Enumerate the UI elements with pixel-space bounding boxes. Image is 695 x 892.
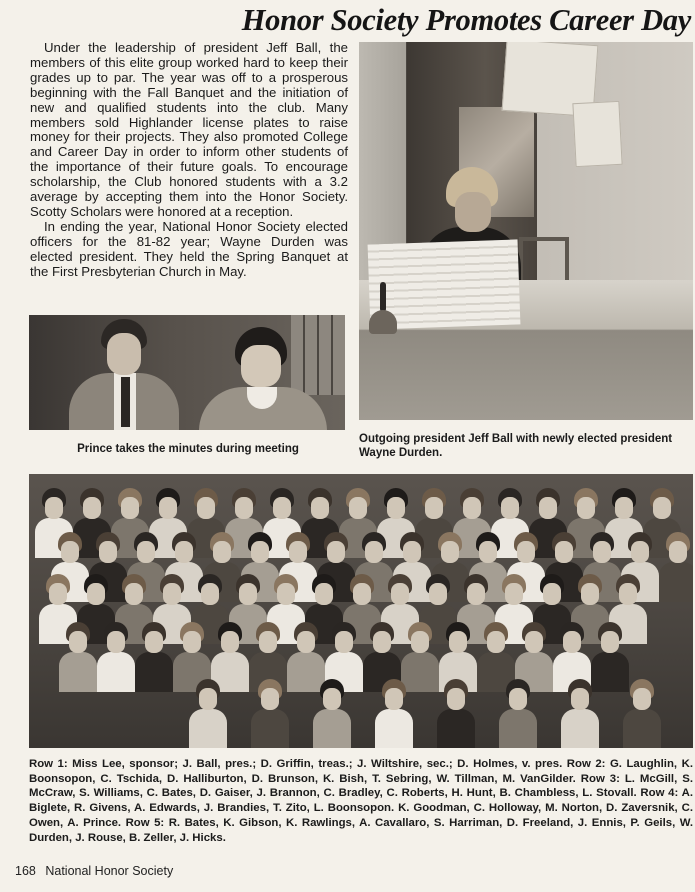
group-member-figure (313, 679, 351, 748)
young-man-portrait (107, 333, 141, 375)
group-member-figure (135, 622, 173, 692)
group-member-figure (251, 679, 289, 748)
page-footer (15, 864, 179, 878)
section-name: National Honor Society (45, 864, 174, 878)
article-paragraph-2: In ending the year, National Honor Society elected officers for the 81-82 year; Wayne Durden was elected president. They held the Spring Banquet at the First Presbyterian Church in May. (30, 218, 348, 279)
group-member-figure (59, 622, 97, 692)
group-member-figure (499, 679, 537, 748)
group-member-figure (375, 679, 413, 748)
article-body (30, 41, 348, 280)
group-photo (29, 474, 693, 748)
classroom-photo-caption: Outgoing president Jeff Ball with newly elected president Wayne Durden. (359, 433, 673, 459)
group-member-figure (189, 679, 227, 748)
handwritten-sign-small (572, 101, 622, 167)
group-photo-caption: Row 1: Miss Lee, sponsor; J. Ball, pres.; D. Griffin, treas.; J. Wiltshire, sec.; D. Holmes, v. pres. Row 2: G. Laughlin, K. Boonsopon, C. Tschida, D. Halliburton, D. Brunson, K. Bish, T. Sebring, W. Tillman, M. VanGilder. Row 3: L. McGill, S. McCraw, S. Williams, C. Bates, D. Gaiser, J. Brannon, C. Bradley, C. Roberts, H. Hunt, B. Chambless, L. Stovall. Row 4: A. Biglete, R. Givens, A. Edwards, J. Brandies, T. Zito, L. Boonsopon. K. Goodman, C. Holloway, M. Norton, D. Zaversnik, C. Owen, A. Prince. Row 5: R. Bates, K. Gibson, K. Rawlings, A. Cavallaro, S. Harriman, D. Freeland, J. Ennis, P. Geils, W. Durden, J. Rouse, B. Zeller, J. Hicks. (29, 758, 693, 844)
group-member-figure (437, 679, 475, 748)
desk-bell-icon (369, 282, 397, 337)
article-paragraph-1: Under the leadership of president Jeff Ball, the members of this elite group worked hard to keep their grades up to par. The year was off to a prosperous beginning with the Fall Banquet and the initiation of new and qualified students into the club. Many members sold Highlander license plates to raise money for their projects. They also promoted College and Career Day in order to inform other students of the importance of their future goals. To encourage scholarship, the Club honored students with a 3.2 average by accepting them into the Honor Society. Scotty Scholars were honored at a reception. (30, 40, 348, 219)
group-member-figure (97, 622, 135, 692)
group-member-figure (659, 532, 693, 602)
woman-portrait (241, 345, 281, 387)
meeting-photo (29, 315, 345, 430)
group-member-figure (561, 679, 599, 748)
window (291, 315, 345, 395)
page-number: 168 (15, 864, 36, 878)
group-member-figure (623, 679, 661, 748)
page-headline: Honor Society Promotes Career Day (241, 3, 691, 37)
meeting-photo-caption: Prince takes the minutes during meeting (77, 443, 299, 455)
classroom-photo (359, 42, 693, 420)
